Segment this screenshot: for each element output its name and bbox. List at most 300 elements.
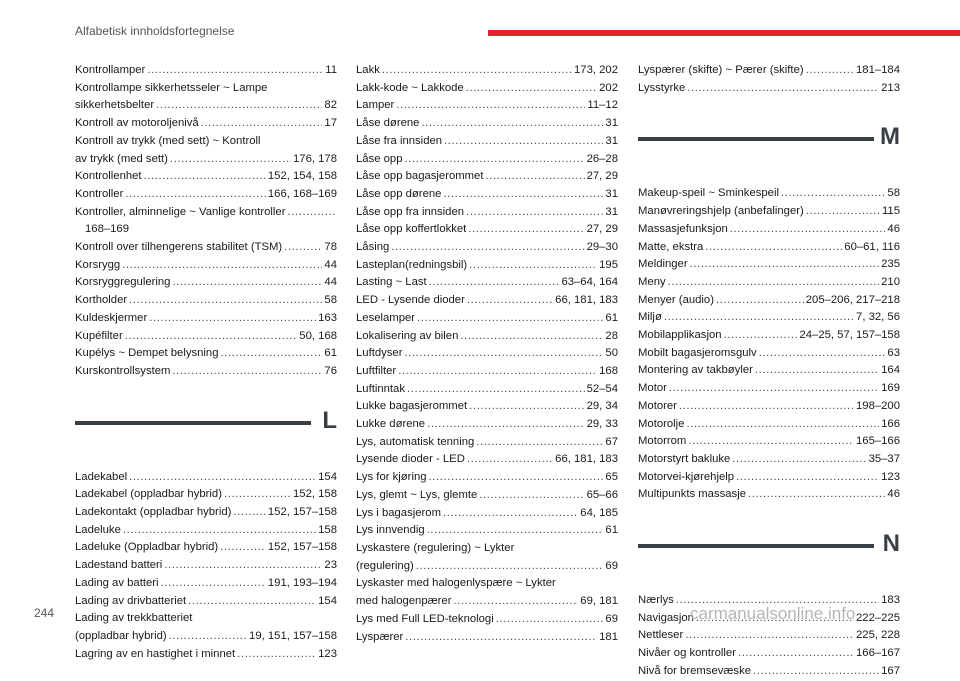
entry-pages: 28	[605, 329, 618, 342]
dot-leader	[469, 257, 597, 275]
index-entry	[638, 645, 900, 663]
dot-leader	[224, 486, 291, 504]
entry-pages: 66, 181, 183	[555, 453, 618, 466]
entry-term: Montering av takbøyler	[638, 364, 753, 377]
entry-pages: 7, 32, 56	[856, 311, 900, 324]
entry-term: Korsrygg	[75, 258, 121, 271]
index-entry	[356, 62, 618, 80]
entry-term: Motorvei-kjørehjelp	[638, 470, 735, 483]
dot-leader	[443, 505, 578, 523]
dot-leader	[144, 168, 266, 186]
entry-term: Kupéfilter	[75, 329, 123, 342]
entry-pages: 195	[599, 258, 618, 271]
dot-leader	[732, 451, 866, 469]
index-entry	[75, 363, 337, 381]
entry-term: Lysende dioder - LED	[356, 453, 465, 466]
index-entry	[75, 204, 337, 222]
entry-pages: 44	[324, 276, 337, 289]
entry-pages: 158	[318, 523, 337, 536]
entry-term: Meldinger	[638, 258, 688, 271]
entry-term: sikkerhetsbelter	[75, 99, 155, 112]
entry-term: Låse opp bagasjerommet	[356, 170, 484, 183]
dot-leader	[407, 381, 585, 399]
section-header	[75, 399, 337, 469]
section-header	[638, 115, 900, 185]
entry-pages: 64, 185	[580, 506, 618, 519]
entry-term: Navigasjon	[638, 611, 694, 624]
entry-pages: 61	[605, 311, 618, 324]
index-entry	[75, 115, 337, 133]
entry-term: Luftdyser	[356, 347, 403, 360]
dot-leader	[123, 522, 316, 540]
dot-leader	[129, 469, 316, 487]
entry-term: Luftinntak	[356, 382, 405, 395]
entry-pages: 69	[605, 612, 618, 625]
dot-leader	[738, 645, 854, 663]
index-entry	[356, 292, 618, 310]
entry-pages: 65	[605, 471, 618, 484]
entry-term: Leselamper	[356, 311, 416, 324]
index-entry	[75, 168, 337, 186]
index-entry	[638, 486, 900, 504]
dot-leader	[188, 593, 316, 611]
index-entry	[638, 469, 900, 487]
index-entry	[638, 433, 900, 451]
entry-term: Lading av batteri	[75, 576, 159, 589]
entry-term: Kortholder	[75, 294, 128, 307]
index-entry	[75, 274, 337, 292]
dot-leader	[170, 151, 291, 169]
entry-term: (oppladbar hybrid)	[75, 629, 167, 642]
dot-leader	[468, 221, 584, 239]
section-divider	[638, 544, 874, 548]
entry-term: Ladeluke (Oppladbar hybrid)	[75, 541, 219, 554]
entry-pages: 67	[605, 435, 618, 448]
dot-leader	[687, 80, 879, 98]
dot-leader	[453, 593, 578, 611]
entry-pages: 69	[605, 559, 618, 572]
entry-term: 168–169	[85, 223, 129, 236]
index-entry	[75, 186, 337, 204]
entry-pages: 165–166	[856, 435, 900, 448]
entry-term: Nettleser	[638, 629, 684, 642]
entry-term: (regulering)	[356, 559, 414, 572]
index-entry	[356, 115, 618, 133]
index-entry	[356, 505, 618, 523]
index-entry	[356, 558, 618, 576]
entry-pages: 69, 181	[580, 595, 618, 608]
entry-term: Lys med Full LED-teknologi	[356, 612, 494, 625]
index-entry	[356, 434, 618, 452]
dot-leader	[149, 310, 316, 328]
entry-term: Låse opp dørene	[356, 187, 442, 200]
entry-term: Lading av drivbatteriet	[75, 594, 187, 607]
entry-pages: 60–61, 116	[844, 240, 900, 253]
index-entry	[356, 168, 618, 186]
entry-pages: 11	[325, 64, 337, 76]
index-entry	[638, 627, 900, 645]
index-entry	[75, 328, 337, 346]
index-entry	[75, 257, 337, 275]
entry-term: Låse opp	[356, 152, 403, 165]
index-entry	[356, 257, 618, 275]
entry-pages: 78	[324, 241, 337, 254]
entry-term: Lamper	[356, 99, 395, 112]
entry-pages: 44	[324, 258, 337, 271]
entry-term: Miljø	[638, 311, 662, 324]
dot-leader	[748, 486, 885, 504]
index-entry	[638, 292, 900, 310]
entry-pages: 164	[881, 364, 900, 377]
entry-term: Låse opp fra innsiden	[356, 205, 465, 218]
index-entry	[356, 274, 618, 292]
dot-leader	[427, 522, 604, 540]
block-spacer	[75, 381, 337, 399]
entry-pages: 173, 202	[574, 64, 618, 76]
block-spacer	[638, 504, 900, 522]
index-entry	[75, 221, 337, 239]
entry-term: Menyer (audio)	[638, 293, 714, 306]
index-entry	[356, 398, 618, 416]
entry-pages: 210	[881, 275, 900, 288]
entry-pages: 168	[599, 364, 618, 377]
entry-term: Ladeluke	[75, 523, 121, 536]
dot-leader	[485, 168, 584, 186]
index-entry	[638, 327, 900, 345]
entry-term: Motorstyrt bakluke	[638, 452, 731, 465]
entry-term: Korsryggregulering	[75, 276, 171, 289]
dot-leader	[443, 186, 603, 204]
entry-pages: 154	[318, 470, 337, 483]
dot-leader	[417, 310, 603, 328]
index-entry	[356, 133, 618, 151]
index-entry	[356, 239, 618, 257]
entry-term: Kontroller	[75, 187, 124, 200]
index-entry	[75, 575, 337, 593]
dot-leader	[416, 558, 604, 576]
entry-term: Lys, automatisk tenning	[356, 435, 475, 448]
index-entry	[356, 345, 618, 363]
entry-term: Lasting ~ Last	[356, 276, 427, 289]
entry-term: Lys, glemt ~ Lys, glemte	[356, 488, 478, 501]
index-column-3	[638, 62, 900, 681]
entry-pages: 19, 151, 157–158	[249, 629, 337, 642]
entry-pages: 225, 228	[856, 629, 900, 642]
entry-term: Ladekabel (oppladbar hybrid)	[75, 488, 222, 501]
entry-pages: 27, 29	[586, 223, 618, 236]
index-entry	[356, 540, 618, 558]
entry-pages: 183	[881, 594, 900, 607]
index-entry	[638, 203, 900, 221]
entry-term: Lys innvendig	[356, 524, 425, 537]
dot-leader	[429, 469, 604, 487]
dot-leader	[404, 151, 584, 169]
index-entry	[356, 310, 618, 328]
dot-leader	[172, 363, 322, 381]
index-entry	[75, 557, 337, 575]
index-entry	[356, 186, 618, 204]
entry-term: Kontroll av trykk (med sett) ~ Kontroll	[75, 134, 261, 147]
entry-term: Lading av trekkbatteriet	[75, 612, 193, 625]
entry-pages: 50, 168	[299, 329, 337, 342]
dot-leader	[690, 256, 880, 274]
index-entry	[356, 328, 618, 346]
entry-pages: 181–184	[856, 64, 900, 76]
entry-term: Motor	[638, 382, 667, 395]
entry-term: Lys for kjøring	[356, 471, 427, 484]
index-entry	[356, 416, 618, 434]
entry-pages: 191, 193–194	[267, 576, 337, 589]
dot-leader	[122, 257, 322, 275]
entry-term: Lakk	[356, 64, 380, 76]
index-entry	[356, 575, 618, 593]
index-entry	[75, 151, 337, 169]
entry-pages: 167	[881, 664, 900, 677]
dot-leader	[172, 274, 322, 292]
entry-pages: 29, 34	[586, 400, 618, 413]
page-number: 244	[34, 606, 55, 620]
section-divider	[75, 421, 311, 425]
entry-term: Kuldeskjermer	[75, 311, 148, 324]
dot-leader	[233, 504, 266, 522]
dot-leader	[156, 97, 322, 115]
index-entry	[356, 204, 618, 222]
dot-leader	[201, 115, 323, 133]
index-entry	[638, 663, 900, 681]
entry-pages: 17	[324, 117, 337, 130]
entry-pages: 166, 168–169	[267, 187, 337, 200]
dot-leader	[688, 433, 854, 451]
index-entry	[75, 504, 337, 522]
index-column-1	[75, 62, 337, 663]
index-entry	[75, 345, 337, 363]
entry-pages: 52–54	[586, 382, 618, 395]
index-entry	[638, 309, 900, 327]
dot-leader	[479, 487, 584, 505]
entry-pages: 31	[605, 134, 618, 147]
dot-leader	[806, 62, 854, 80]
index-entry	[638, 256, 900, 274]
entry-term: Låse dørene	[356, 117, 420, 130]
entry-term: Kupélys ~ Dempet belysning	[75, 347, 219, 360]
entry-pages: 202	[599, 81, 618, 94]
dot-leader	[220, 539, 266, 557]
dot-leader	[806, 203, 880, 221]
entry-term: Kontrollamper	[75, 64, 146, 76]
entry-term: Motorrom	[638, 435, 687, 448]
entry-term: Kontroll av motoroljenivå	[75, 117, 199, 130]
entry-pages: 61	[605, 524, 618, 537]
index-entry	[75, 486, 337, 504]
entry-term: Kontrollenhet	[75, 170, 142, 183]
dot-leader	[466, 204, 603, 222]
index-entry	[356, 522, 618, 540]
index-entry	[75, 522, 337, 540]
entry-pages: 65–66	[586, 488, 618, 501]
dot-leader	[164, 557, 322, 575]
entry-pages: 27, 29	[586, 170, 618, 183]
section-letter: M	[880, 123, 900, 151]
dot-leader	[287, 204, 335, 222]
dot-leader	[396, 97, 585, 115]
entry-term: Lagring av en hastighet i minnet	[75, 647, 236, 660]
entry-pages: 235	[881, 258, 900, 271]
entry-pages: 198–200	[856, 399, 900, 412]
dot-leader	[221, 345, 323, 363]
entry-term: Låse fra innsiden	[356, 134, 443, 147]
entry-pages: 152, 157–158	[267, 506, 337, 519]
entry-term: Multipunkts massasje	[638, 488, 746, 501]
dot-leader	[469, 398, 584, 416]
dot-leader	[679, 398, 854, 416]
index-entry	[356, 487, 618, 505]
dot-leader	[237, 646, 316, 664]
section-header	[638, 522, 900, 592]
entry-term: Lasteplan(redningsbil)	[356, 258, 468, 271]
entry-term: Lysstyrke	[638, 81, 686, 94]
entry-pages: 24–25, 57, 157–158	[799, 329, 900, 342]
index-entry	[75, 610, 337, 628]
index-entry	[356, 221, 618, 239]
dot-leader	[125, 328, 298, 346]
dot-leader	[129, 292, 322, 310]
entry-pages: 166–167	[856, 647, 900, 660]
dot-leader	[781, 185, 885, 203]
entry-pages: 66, 181, 183	[555, 294, 618, 307]
index-entry	[75, 469, 337, 487]
entry-term: Matte, ekstra	[638, 240, 704, 253]
entry-pages: 123	[318, 647, 337, 660]
entry-term: Kontrollampe sikkerhetsseler ~ Lampe	[75, 81, 268, 94]
entry-pages: 23	[324, 559, 337, 572]
entry-term: Mobilapplikasjon	[638, 329, 722, 342]
index-entry	[356, 97, 618, 115]
index-entry	[638, 221, 900, 239]
entry-pages: 31	[605, 205, 618, 218]
index-entry	[356, 593, 618, 611]
entry-pages: 152, 158	[293, 488, 337, 501]
entry-term: med halogenpærer	[356, 595, 452, 608]
section-divider	[638, 137, 874, 141]
index-entry	[356, 629, 618, 647]
index-entry	[75, 593, 337, 611]
index-entry	[638, 416, 900, 434]
entry-pages: 205–206, 217–218	[805, 293, 900, 306]
entry-term: Nærlys	[638, 594, 674, 607]
dot-leader	[759, 345, 886, 363]
dot-leader	[753, 663, 879, 681]
entry-term: Manøvreringshjelp (anbefalinger)	[638, 205, 804, 218]
entry-pages: 154	[318, 594, 337, 607]
entry-pages: 163	[318, 311, 337, 324]
index-entry	[638, 451, 900, 469]
index-entry	[638, 380, 900, 398]
index-entry	[356, 381, 618, 399]
entry-pages: 31	[605, 187, 618, 200]
dot-leader	[668, 274, 880, 292]
header-accent-bar	[488, 30, 960, 36]
dot-leader	[466, 80, 597, 98]
section-letter: N	[882, 530, 900, 558]
entry-term: Lys i bagasjerom	[356, 506, 441, 519]
entry-term: Motorolje	[638, 417, 685, 430]
watermark: carmanualsonline.info	[690, 604, 856, 623]
index-entry	[356, 151, 618, 169]
index-entry	[356, 363, 618, 381]
entry-pages: 46	[887, 488, 900, 501]
dot-leader	[724, 327, 798, 345]
dot-leader	[444, 133, 603, 151]
entry-term: Ladekontakt (oppladbar hybrid)	[75, 506, 232, 519]
dot-leader	[716, 292, 804, 310]
dot-leader	[382, 62, 572, 80]
index-entry	[638, 62, 900, 80]
dot-leader	[161, 575, 266, 593]
entry-term: Mobilt bagasjeromsgulv	[638, 346, 757, 359]
entry-pages: 63–64, 164	[561, 276, 618, 289]
entry-term: Låsing	[356, 241, 390, 254]
index-entry	[356, 611, 618, 629]
dot-leader	[669, 380, 879, 398]
dot-leader	[404, 345, 603, 363]
index-entry	[75, 80, 337, 98]
entry-term: Nivå for bremsevæske	[638, 664, 752, 677]
entry-pages: 166	[881, 417, 900, 430]
dot-leader	[427, 416, 585, 434]
entry-pages: 58	[887, 187, 900, 200]
dot-leader	[421, 115, 603, 133]
entry-pages: 82	[324, 99, 337, 112]
entry-pages: 29, 33	[586, 418, 618, 431]
index-column-2	[356, 62, 618, 646]
entry-term: Låse opp koffertlokket	[356, 223, 467, 236]
dot-leader	[398, 363, 597, 381]
entry-term: Massasjefunksjon	[638, 222, 728, 235]
entry-term: av trykk (med sett)	[75, 152, 168, 165]
index-entry	[75, 646, 337, 664]
entry-term: Meny	[638, 275, 666, 288]
dot-leader	[460, 328, 603, 346]
entry-term: LED - Lysende dioder	[356, 294, 465, 307]
entry-pages: 61	[324, 347, 337, 360]
index-entry	[638, 239, 900, 257]
dot-leader	[467, 292, 553, 310]
dot-leader	[467, 451, 553, 469]
index-entry	[356, 469, 618, 487]
entry-pages: 35–37	[868, 452, 900, 465]
entry-term: Lakk-kode ~ Lakkode	[356, 81, 464, 94]
entry-pages: 213	[881, 81, 900, 94]
dot-leader	[705, 239, 842, 257]
entry-term: Lukke bagasjerommet	[356, 400, 468, 413]
entry-pages: 50	[605, 347, 618, 360]
entry-pages: 29–30	[586, 241, 618, 254]
entry-pages: 152, 154, 158	[267, 170, 337, 183]
dot-leader	[736, 469, 879, 487]
entry-term: Lyskastere (regulering) ~ Lykter	[356, 541, 515, 554]
index-entry	[75, 310, 337, 328]
entry-term: Luftfilter	[356, 364, 397, 377]
index-entry	[638, 345, 900, 363]
entry-pages: 63	[887, 346, 900, 359]
entry-term: Kontroll over tilhengerens stabilitet (TSM)	[75, 241, 283, 254]
index-entry	[356, 451, 618, 469]
index-entry	[75, 239, 337, 257]
dot-leader	[476, 434, 603, 452]
index-entry	[75, 133, 337, 151]
entry-pages: 181	[599, 630, 618, 643]
entry-pages: 169	[881, 382, 900, 395]
